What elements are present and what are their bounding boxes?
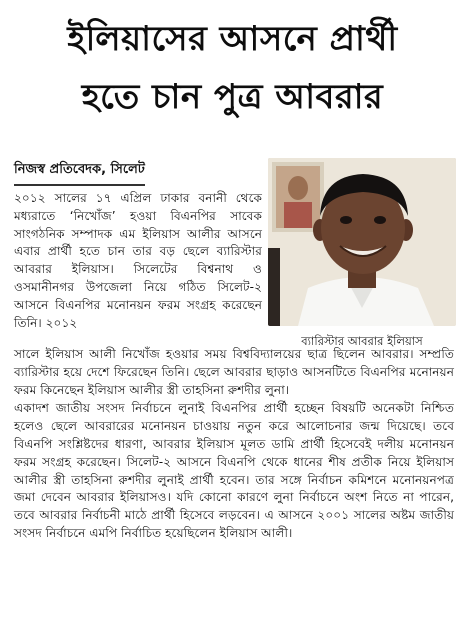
byline: নিজস্ব প্রতিবেদক, সিলেট — [14, 160, 145, 186]
photo-caption: ব্যারিস্টার আবরার ইলিয়াস — [301, 334, 423, 348]
article-full-width-text — [14, 346, 454, 544]
portrait-photo — [268, 158, 456, 326]
headline-line-2: হতে চান পুত্র আবরার — [81, 77, 384, 117]
article-paragraph-1: ২০১২ সালের ১৭ এপ্রিল ঢাকার বনানী থেকে মধ্যরাতে ‘নিখোঁজ’ হওয়া বিএনপির সাবেক সাংগঠনিক সম্পাদক এম ইলিয়াস আলীর আসনে এবার প্রার্থী হতে চান তার বড় ছেলে ব্যারিস্টার আবরার ইলিয়াস। সিলেটের বিশ্বনাথ ও ওসমানীনগর উপজেলা নিয়ে গঠিত সিলেট-২ আসনে বিএনপির মনোনয়ন ফরম সংগ্রহ করেছেন তিনি। ২০১২ — [14, 191, 262, 330]
article-column-text — [14, 190, 262, 332]
article-paragraph-2: একাদশ জাতীয় সংসদ নির্বাচনে লুনাই বিএনপির প্রার্থী হচ্ছেন বিষয়টি অনেকটা নিশ্চিত হলেও ছেলে আবরারের মনোনয়ন চাওয়ায় নতুন করে আলোচনার জন্ম দিয়েছে। তবে বিএনপি সংশ্লিষ্টদের ধারণা, আবরার ইলিয়াস মূলত ডামি প্রার্থী হিসেবেই দলীয় মনোনয়ন ফরম সংগ্রহ করেছেন। সিলেট-২ আসনে বিএনপি থেকে ধানের শীষ প্রতীক নিয়ে ইলিয়াস আলীর স্ত্রী তাহসিনা রুশদীর লুনাই প্রার্থী হবেন। তার সঙ্গে নির্বাচন কমিশনে মনোনয়নপত্র জমা দেবেন আবরার ইলিয়াসও। যদি কোনো কারণে লুনা নির্বাচনে অংশ নিতে না পারেন, তবে আবরার নির্বাচনী মাঠে প্রার্থী হিসেবে লড়বেন। এ আসনে ২০০১ সালের অষ্টম জাতীয় সংসদ নির্বাচনে এমপি নির্বাচিত হয়েছিলেন ইলিয়াস আলী। — [14, 401, 454, 540]
headline-line-1: ইলিয়াসের আসনে প্রার্থী — [67, 19, 398, 59]
article-paragraph-continuation: সালে ইলিয়াস আলী নিখোঁজ হওয়ার সময় বিশ্ববিদ্যালয়ের ছাত্র ছিলেন আবরার। সম্প্রতি ব্যারিস্টার হয়ে দেশে ফিরেছেন তিনি। ছেলে আবরার ছাড়াও আসনটিতে বিএনপির মনোনয়ন ফরম কিনেছেন ইলিয়াস আলীর স্ত্রী তাহসিনা রুশদীর লুনা। — [14, 347, 454, 397]
headline — [0, 10, 465, 126]
